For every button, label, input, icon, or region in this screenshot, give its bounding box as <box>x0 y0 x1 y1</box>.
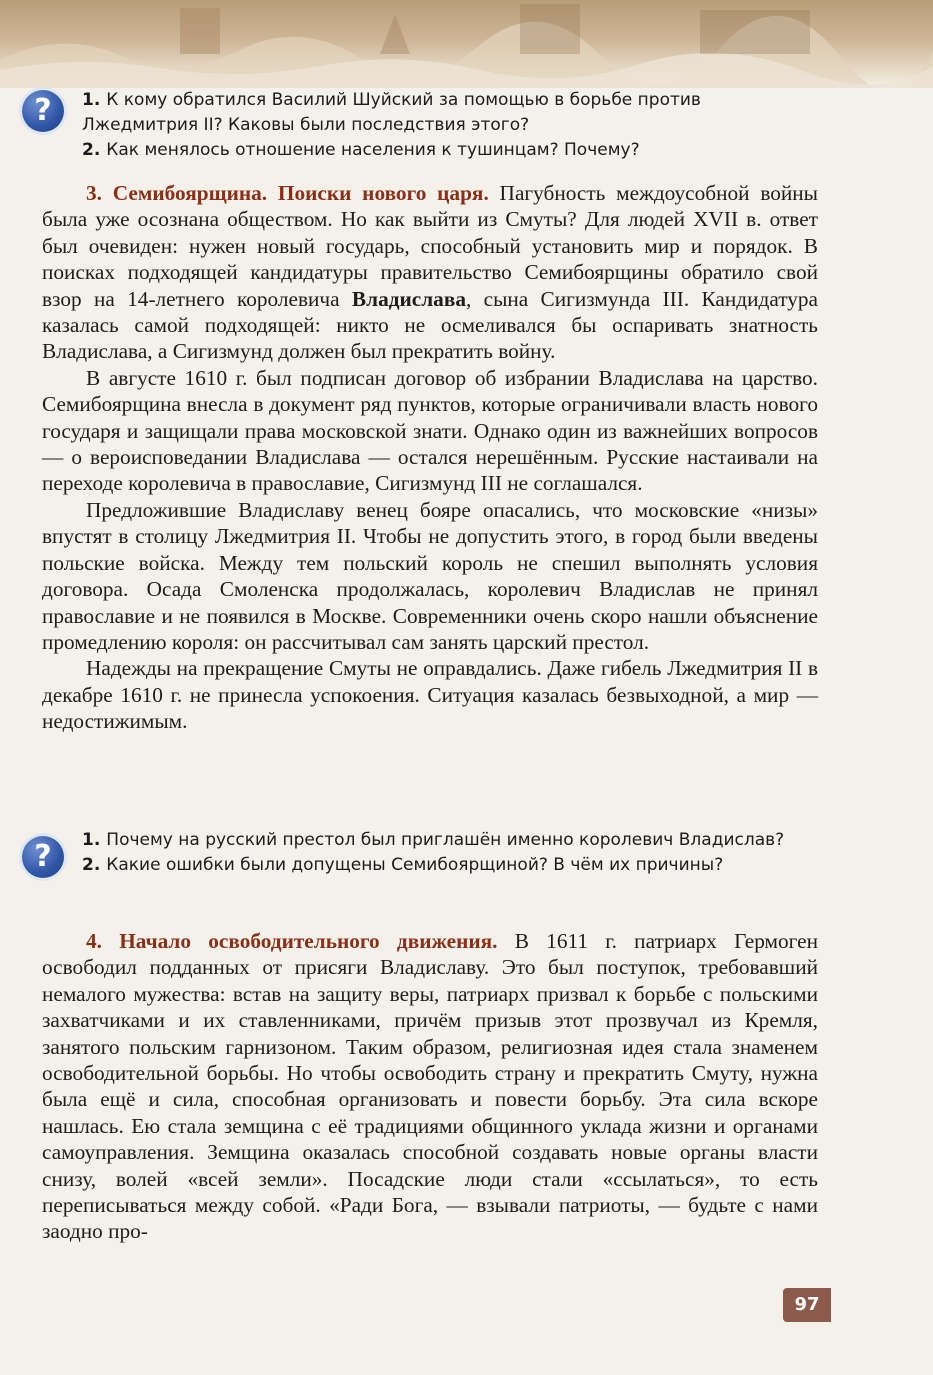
questions-mid-list <box>82 828 822 878</box>
section-3-paragraph-4: Надежды на прекращение Смуты не оправдались. Даже гибель Лжедмитрия II в декабре 1610 г. не принесла успокоения. Ситуация казалась безвыходной, а мир — недостижимым. <box>42 656 818 734</box>
question-text: Какие ошибки были допущены Семибоярщиной? В чём их причины? <box>106 855 724 875</box>
question-text: Как менялось отношение населения к тушинцам? Почему? <box>106 140 640 160</box>
paragraph-text: В 1611 г. патриарх Гермоген освободил подданных от присяги Владиславу. Это был поступок, требовавший немалого мужества: встав на защиту веры, патриарх призвал к борьбе с польскими захватчиками и их ставленниками, причём призыв этот прозвучал из Кремля, занятого польским гарнизоном. Таким образом, религиозная идея стала знаменем освободительной борьбы. Но чтобы освободить страну и прекратить Смуту, нужна была ещё и сила, способная организовать и повести борьбу. Эта сила вскоре нашлась. Ею стала земщина с её традициями общинного уклада жизни и органами самоуправления. Земщина оказалась способной создавать новые органы власти снизу, волей «всей земли». Посадские люди стали «ссылаться», то есть переписываться между собой. «Ради Бога, — взывали патриоты, — будьте с нами заодно про- <box>42 929 818 1244</box>
section-3-heading: 3. Семибоярщина. Поиски нового царя. <box>86 181 489 205</box>
question-icon: ? <box>22 90 64 132</box>
question-text: К кому обратился Василий Шуйский за помощью в борьбе против Лжедмитрия II? Каковы были последствия этого? <box>82 90 701 135</box>
section-3 <box>42 180 818 735</box>
question-item <box>82 88 822 138</box>
section-4-paragraph-1 <box>42 928 818 1245</box>
question-icon: ? <box>22 836 64 878</box>
section-3-paragraph-1 <box>42 180 818 365</box>
question-number: 2. <box>82 140 101 160</box>
highlighted-name: Владислава <box>351 286 466 311</box>
section-3-paragraph-3: Предложившие Владиславу венец бояре опасались, что московские «низы» впустят в столицу Лжедмитрия II. Чтобы не допустить этого, в город были введены польские войска. Между тем польский король не спешил выполнять условия договора. Осада Смоленска продолжалась, королевич Владислав не принял православие и не появился в Москве. Современники очень скоро нашли объяснение промедлению короля: он рассчитывал сам занять царский престол. <box>42 497 818 654</box>
question-item <box>82 138 822 163</box>
question-number: 1. <box>82 90 101 110</box>
section-4-heading: 4. Начало освободительного движения. <box>86 929 498 953</box>
section-4 <box>42 928 818 1245</box>
page-number: 97 <box>783 1288 831 1322</box>
questions-top-list <box>82 88 822 163</box>
question-item <box>82 828 822 853</box>
header-decorative-banner <box>0 0 933 88</box>
question-item <box>82 853 822 878</box>
question-number: 2. <box>82 855 101 875</box>
paragraph-text: Пагубность междоусобной войны была уже осознана обществом. Но как выйти из Смуты? Для людей XVII в. ответ был очевиден: нужен новый государь, способный установить мир и порядок. В поисках подходящей кандидатуры правительство Семибоярщины обратило свой взор на 14-летнего королевича <box>42 181 818 311</box>
header-illustration <box>0 0 933 88</box>
question-text: Почему на русский престол был приглашён именно королевич Владислав? <box>106 830 785 850</box>
paragraph-text: , сына Сигизмунда III. Кандидатура казалась самой подходящей: никто не осмеливался бы оспаривать знатность Владислава, а Сигизмунд должен был прекратить войну. <box>42 286 818 364</box>
section-3-paragraph-2: В августе 1610 г. был подписан договор об избрании Владислава на царство. Семибоярщина внесла в документ ряд пунктов, которые ограничивали власть нового государя и защищали права московской знати. Однако один из важнейших вопросов — о вероисповедании Владислава — остался нерешённым. Русские настаивали на переходе королевича в православие, Сигизмунд III не соглашался. <box>42 365 818 496</box>
question-number: 1. <box>82 830 101 850</box>
